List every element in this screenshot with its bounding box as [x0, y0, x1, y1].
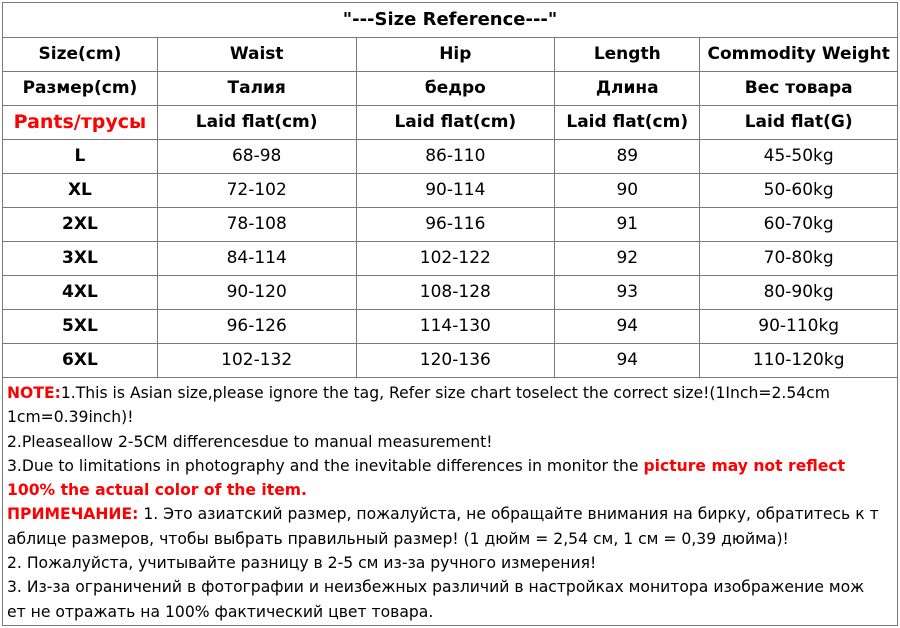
length-cell: 94	[555, 344, 700, 378]
waist-cell: 72-102	[157, 174, 356, 208]
waist-cell: 84-114	[157, 242, 356, 276]
table-row	[3, 140, 898, 174]
method-waist: Laid flat(cm)	[157, 106, 356, 140]
size-chart-table	[2, 2, 898, 378]
note-line-ru: ет не отражать на 100% фактический цвет товара.	[7, 602, 434, 621]
table-row	[3, 276, 898, 310]
note-line: 1cm=0.39inch)!	[7, 408, 134, 427]
note-text: 1.This is Asian size,please ignore the tag, Refer size chart toselect the correct size!(1Inch=2.54cm	[60, 384, 830, 402]
length-cell: 94	[555, 310, 700, 344]
title-row	[3, 3, 898, 38]
header-hip-ru: бедро	[356, 72, 555, 106]
waist-cell: 78-108	[157, 208, 356, 242]
hip-cell: 108-128	[356, 276, 555, 310]
header-waist-ru: Талия	[157, 72, 356, 106]
weight-cell: 70-80kg	[700, 242, 898, 276]
pants-label: Pants/трусы	[3, 106, 158, 140]
note-line-ru: 2. Пожалуйста, учитывайте разницу в 2-5 см из-за ручного измерения!	[7, 554, 597, 573]
note-highlight: picture may not reflect	[643, 456, 846, 475]
hip-cell: 114-130	[356, 310, 555, 344]
note-text: 3.Due to limitations in photography and the inevitable differences in monitor the	[7, 456, 644, 475]
note-line	[7, 478, 893, 502]
table-row	[3, 310, 898, 344]
header-row-method	[3, 106, 898, 140]
table-row	[3, 174, 898, 208]
header-weight: Commodity Weight	[700, 38, 898, 72]
note-line	[7, 454, 893, 478]
weight-cell: 60-70kg	[700, 208, 898, 242]
size-cell: 4XL	[3, 276, 158, 310]
weight-cell: 45-50kg	[700, 140, 898, 174]
note-line-ru: 3. Из-за ограничений в фотографии и неизбежных различий в настройках монитора изображение мож	[7, 578, 865, 597]
size-cell: 6XL	[3, 344, 158, 378]
note-text: 1. Это азиатский размер, пожалуйста, не обращайте внимания на бирку, обратитесь к т	[138, 505, 879, 524]
hip-cell: 86-110	[356, 140, 555, 174]
weight-cell: 90-110kg	[700, 310, 898, 344]
method-hip: Laid flat(cm)	[356, 106, 555, 140]
length-cell: 89	[555, 140, 700, 174]
waist-cell: 102-132	[157, 344, 356, 378]
header-length-ru: Длина	[555, 72, 700, 106]
note-line-ru: аблице размеров, чтобы выбрать правильный размер! (1 дюйм = 2,54 см, 1 см = 0,39 дюйма)!	[7, 529, 789, 548]
ru-note-label: ПРИМЕЧАНИЕ:	[7, 505, 139, 524]
header-length: Length	[555, 38, 700, 72]
size-cell: L	[3, 140, 158, 174]
size-cell: 5XL	[3, 310, 158, 344]
table-row	[3, 242, 898, 276]
header-size-ru: Размер(cm)	[3, 72, 158, 106]
notes-section	[2, 378, 898, 626]
length-cell: 91	[555, 208, 700, 242]
method-length: Laid flat(cm)	[555, 106, 700, 140]
size-cell: 2XL	[3, 208, 158, 242]
hip-cell: 96-116	[356, 208, 555, 242]
waist-cell: 96-126	[157, 310, 356, 344]
header-hip: Hip	[356, 38, 555, 72]
note-label: NOTE:	[7, 384, 61, 402]
chart-title: "---Size Reference---"	[3, 3, 898, 38]
method-weight: Laid flat(G)	[700, 106, 898, 140]
weight-cell: 50-60kg	[700, 174, 898, 208]
note-line-ru	[7, 502, 893, 526]
note-line	[7, 381, 893, 405]
hip-cell: 120-136	[356, 344, 555, 378]
weight-cell: 110-120kg	[700, 344, 898, 378]
waist-cell: 68-98	[157, 140, 356, 174]
weight-cell: 80-90kg	[700, 276, 898, 310]
header-weight-ru: Вес товара	[700, 72, 898, 106]
table-row	[3, 344, 898, 378]
length-cell: 92	[555, 242, 700, 276]
header-size: Size(cm)	[3, 38, 158, 72]
note-line: 2.Pleaseallow 2-5CM differencesdue to manual measurement!	[7, 432, 493, 451]
header-waist: Waist	[157, 38, 356, 72]
size-cell: 3XL	[3, 242, 158, 276]
length-cell: 93	[555, 276, 700, 310]
hip-cell: 90-114	[356, 174, 555, 208]
header-row-en	[3, 38, 898, 72]
waist-cell: 90-120	[157, 276, 356, 310]
note-highlight: 100% the actual color of the item.	[7, 481, 307, 500]
hip-cell: 102-122	[356, 242, 555, 276]
size-cell: XL	[3, 174, 158, 208]
table-row	[3, 208, 898, 242]
header-row-ru	[3, 72, 898, 106]
length-cell: 90	[555, 174, 700, 208]
